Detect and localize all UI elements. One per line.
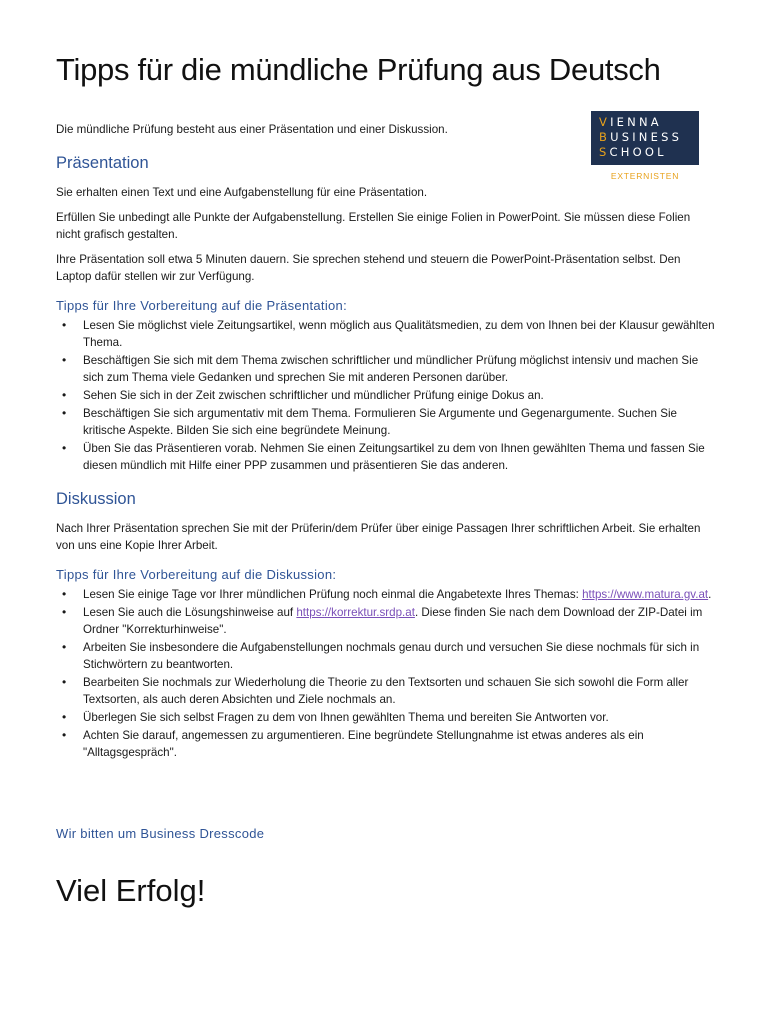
tips-list-praesentation <box>56 317 716 474</box>
matura-link[interactable]: https://www.matura.gv.at <box>582 588 709 601</box>
logo-line-1: VIENNA <box>599 115 662 129</box>
list-item: • Beschäftigen Sie sich mit dem Thema zwischen schriftlicher und mündlicher Prüfung möglichst intensiv und machen Sie sich zum Thema viele Gedanken und sprechen Sie mit anderen Personen darüber. <box>83 352 716 386</box>
list-item: • Lesen Sie auch die Lösungshinweise auf https://korrektur.srdp.at. Diese finden Sie nach dem Download der ZIP-Datei im Ordner "Korrekturhinweise". <box>83 604 716 638</box>
list-item: • Lesen Sie möglichst viele Zeitungsartikel, wenn möglich aus Qualitätsmedien, zu dem von Ihnen bei der Klausur gewählten Thema. <box>83 317 716 351</box>
list-item: • Bearbeiten Sie nochmals zur Wiederholung die Theorie zu den Textsorten und schauen Sie sich sowohl die Form aller Textsorten, als auch deren Absichten und Ziele nochmals an. <box>83 674 716 708</box>
korrektur-link[interactable]: https://korrektur.srdp.at <box>296 606 415 619</box>
paragraph: Nach Ihrer Präsentation sprechen Sie mit der Prüferin/dem Prüfer über einige Passagen Ihrer schriftlichen Arbeit. Sie erhalten von uns eine Kopie Ihrer Arbeit. <box>56 522 701 552</box>
paragraph: Ihre Präsentation soll etwa 5 Minuten dauern. Sie sprechen stehend und steuern die PowerPoint-Präsentation selbst. Den Laptop dafür stellen wir zur Verfügung. <box>56 253 681 283</box>
dresscode-note: Wir bitten um Business Dresscode <box>56 826 265 841</box>
heading-tipps-diskussion: Tipps für Ihre Vorbereitung auf die Diskussion: <box>56 567 337 582</box>
paragraph: Sie erhalten einen Text und eine Aufgabenstellung für eine Präsentation. <box>56 186 428 199</box>
logo-line-2: BUSINESS <box>599 130 683 144</box>
list-item: • Lesen Sie einige Tage vor Ihrer mündlichen Prüfung noch einmal die Angabetexte Ihres Themas: https://www.matura.gv.at. <box>83 586 716 603</box>
tips-list-diskussion <box>56 586 716 761</box>
list-item: • Achten Sie darauf, angemessen zu argumentieren. Eine begründete Stellungnahme ist etwas anderes als ein "Alltagsgespräch". <box>83 727 716 761</box>
logo-line-3: SCHOOL <box>599 145 667 159</box>
paragraph: Erfüllen Sie unbedingt alle Punkte der Aufgabenstellung. Erstellen Sie einige Folien in PowerPoint. Sie müssen diese Folien nicht grafisch gestalten. <box>56 211 691 241</box>
list-item: • Beschäftigen Sie sich argumentativ mit dem Thema. Formulieren Sie Argumente und Gegenargumente. Suchen Sie kritische Aspekte. Bilden Sie sich eine begründete Meinung. <box>83 405 716 439</box>
list-item: • Überlegen Sie sich selbst Fragen zu dem von Ihnen gewählten Thema und bereiten Sie Antworten vor. <box>83 709 716 726</box>
heading-diskussion: Diskussion <box>56 490 136 508</box>
heading-praesentation: Präsentation <box>56 154 149 172</box>
closing-text: Viel Erfolg! <box>56 873 206 908</box>
list-item: • Arbeiten Sie insbesondere die Aufgabenstellungen nochmals genau durch und versuchen Sie diese nochmals für sich in Stichwörtern zu beantworten. <box>83 639 716 673</box>
document-body <box>56 121 716 767</box>
list-item: • Üben Sie das Präsentieren vorab. Nehmen Sie einen Zeitungsartikel zu dem von Ihnen gewählten Thema und fassen Sie diesen mündlich mit Hilfe einer PPP zusammen und präsentieren Sie das anderen. <box>83 440 716 474</box>
list-item: • Sehen Sie sich in der Zeit zwischen schriftlicher und mündlicher Prüfung einige Dokus an. <box>83 387 716 404</box>
logo-subtitle: EXTERNISTEN <box>610 171 680 181</box>
heading-tipps-praesentation: Tipps für Ihre Vorbereitung auf die Präsentation: <box>56 298 347 313</box>
intro-text: Die mündliche Prüfung besteht aus einer Präsentation und einer Diskussion. <box>56 123 448 136</box>
page-title: Tipps für die mündliche Prüfung aus Deutsch <box>56 52 661 87</box>
